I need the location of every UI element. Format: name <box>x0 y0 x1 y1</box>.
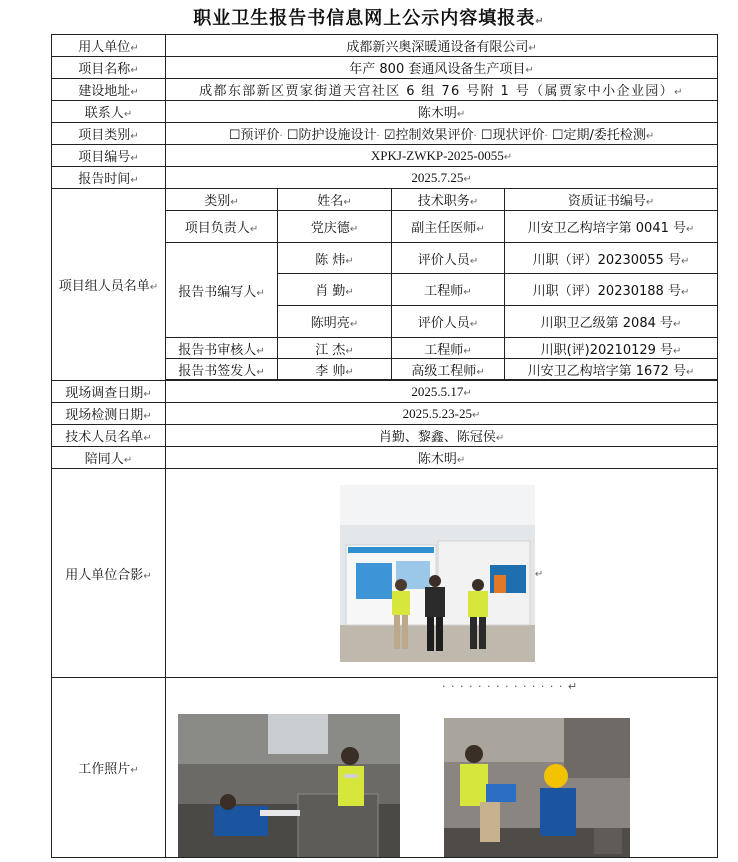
label-address: 建设地址↵ <box>52 79 166 101</box>
team-name: 江 杰↵ <box>278 338 392 359</box>
disclosure-form-table <box>51 34 718 858</box>
value-technicians: 肖勤、黎鑫、陈冠侯↵ <box>166 425 718 447</box>
category-label-status: 现状评价 <box>492 128 545 143</box>
team-role: 报告书签发人↵ <box>166 359 278 380</box>
team-title: 工程师↵ <box>392 338 505 359</box>
group-photo-cell: ↵ <box>166 469 718 678</box>
label-escort: 陪同人↵ <box>52 447 166 469</box>
label-technicians: 技术人员名单↵ <box>52 425 166 447</box>
row-work-photos <box>52 678 718 858</box>
label-group-photo: 用人单位合影↵ <box>52 469 166 678</box>
team-header-name: 姓名↵ <box>278 189 392 211</box>
label-contact: 联系人↵ <box>52 101 166 123</box>
label-project-name: 项目名称↵ <box>52 57 166 79</box>
team-name: 党庆德↵ <box>278 211 392 243</box>
row-report-time <box>52 167 718 189</box>
category-label-pre: 预评价 <box>240 128 280 143</box>
value-contact: 陈木明↵ <box>166 101 718 123</box>
category-checkbox-periodic[interactable]: ☐ <box>551 128 564 143</box>
work-photos-cell <box>166 678 718 858</box>
team-cert: 川职（评）20230055 号↵ <box>505 243 718 274</box>
team-name: 肖 勤↵ <box>278 274 392 306</box>
team-cert: 川职（评）20230188 号↵ <box>505 274 718 306</box>
team-name: 陈明亮↵ <box>278 306 392 338</box>
value-detect-date: 2025.5.23-25↵ <box>166 403 718 425</box>
label-employer: 用人单位↵ <box>52 35 166 57</box>
label-report-time: 报告时间↵ <box>52 167 166 189</box>
category-checkbox-status[interactable]: ☐ <box>480 128 493 143</box>
row-group-photo <box>52 469 718 678</box>
label-category: 项目类别↵ <box>52 123 166 145</box>
row-technicians <box>52 425 718 447</box>
team-header-cert: 资质证书编号↵ <box>505 189 718 211</box>
value-survey-date: 2025.5.17↵ <box>166 381 718 403</box>
form-title: 职业卫生报告书信息网上公示内容填报表↵ <box>193 8 545 29</box>
label-survey-date: 现场调查日期↵ <box>52 381 166 403</box>
value-project-no: XPKJ-ZWKP-2025-0055↵ <box>166 145 718 167</box>
team-cert: 川安卫乙构培字第 1672 号↵ <box>505 359 718 380</box>
value-address: 成都东部新区贾家街道天宫社区 6 组 76 号附 1 号（属贾家中小企业园）↵ <box>166 79 718 101</box>
team-cert: 川安卫乙构培字第 0041 号↵ <box>505 211 718 243</box>
label-work-photos: 工作照片↵ <box>52 678 166 858</box>
label-detect-date: 现场检测日期↵ <box>52 403 166 425</box>
row-address <box>52 79 718 101</box>
label-project-no: 项目编号↵ <box>52 145 166 167</box>
team-title: 评价人员↵ <box>392 243 505 274</box>
work-photo-2 <box>444 718 630 858</box>
value-report-time: 2025.7.25↵ <box>166 167 718 189</box>
row-survey-date <box>52 381 718 403</box>
placeholder-dots: · · · · · · · · · · · · · · ↵ <box>442 680 579 693</box>
work-photos-area <box>166 678 717 838</box>
category-label-periodic: 定期/委托检测 <box>563 128 646 143</box>
category-checkbox-control[interactable]: ☑ <box>383 128 396 143</box>
team-title: 高级工程师↵ <box>392 359 505 380</box>
team-header-category: 类别↵ <box>166 189 278 211</box>
team-role: 报告书审核人↵ <box>166 338 278 359</box>
team-role: 项目负责人↵ <box>166 211 278 243</box>
team-title: 评价人员↵ <box>392 306 505 338</box>
team-cert: 川职卫乙级第 2084 号↵ <box>505 306 718 338</box>
value-escort: 陈木明↵ <box>166 447 718 469</box>
team-title: 副主任医师↵ <box>392 211 505 243</box>
work-photo-1 <box>178 714 400 858</box>
label-team: 项目组人员名单↵ <box>52 189 166 381</box>
category-checkbox-design[interactable]: ☐ <box>286 128 299 143</box>
category-options: ☐预评价· ☐防护设施设计· ☑控制效果评价· ☐现状评价· ☐定期/委托检测↵ <box>166 123 718 145</box>
category-label-control: 控制效果评价 <box>395 128 474 143</box>
category-checkbox-pre[interactable]: ☐ <box>228 128 241 143</box>
row-contact <box>52 101 718 123</box>
row-project-name <box>52 57 718 79</box>
row-category <box>52 123 718 145</box>
row-project-no <box>52 145 718 167</box>
team-title: 工程师↵ <box>392 274 505 306</box>
value-project-name: 年产 800 套通风设备生产项目↵ <box>166 57 718 79</box>
row-employer <box>52 35 718 57</box>
team-name: 陈 炜↵ <box>278 243 392 274</box>
value-employer: 成都新兴奥深暖通设备有限公司↵ <box>166 35 718 57</box>
team-cert: 川职(评)20210129 号↵ <box>505 338 718 359</box>
category-label-design: 防护设施设计 <box>298 128 377 143</box>
team-header-row <box>52 189 718 211</box>
team-role: 报告书编写人↵ <box>166 243 278 338</box>
team-name: 李 帅↵ <box>278 359 392 380</box>
team-header-title: 技术职务↵ <box>392 189 505 211</box>
group-photo-image <box>340 485 535 662</box>
row-escort <box>52 447 718 469</box>
row-detect-date <box>52 403 718 425</box>
